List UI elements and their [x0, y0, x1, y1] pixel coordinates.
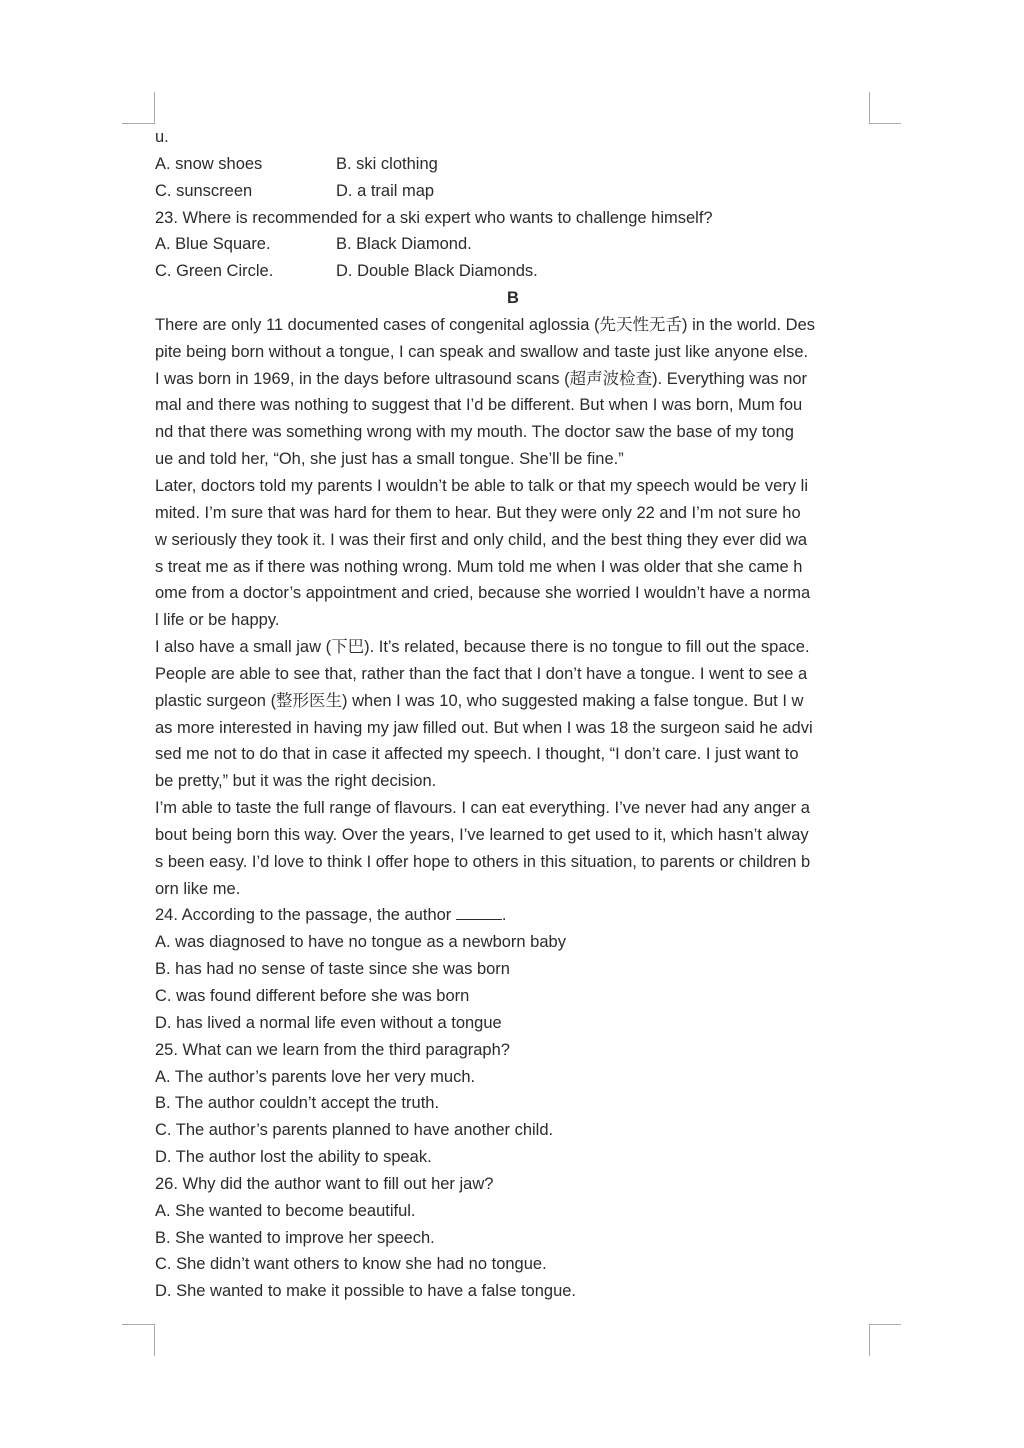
q26-option-b: B. She wanted to improve her speech. [155, 1228, 435, 1247]
passage-line: plastic surgeon (整形医生) when I was 10, who suggested making a false tongue. But I w [155, 691, 804, 710]
q23-option-c: C. Green Circle. [155, 262, 274, 281]
q25-option-a: A. The author’s parents love her very much. [155, 1067, 476, 1086]
q22-option-d: D. a trail map [336, 181, 435, 200]
q23-options-row-2 [155, 258, 871, 285]
corner-mark-bottom-left [122, 1324, 154, 1325]
q24-option-b: B. has had no sense of taste since she was born [155, 960, 510, 979]
corner-mark-bottom-right [869, 1324, 901, 1325]
passage-line: I’m able to taste the full range of flavours. I can eat everything. I’ve never had any anger a [155, 799, 810, 818]
q22-options-row-2 [155, 178, 871, 205]
q26-option-a: A. She wanted to become beautiful. [155, 1201, 416, 1220]
q24-question [155, 902, 871, 929]
passage-line: s been easy. I’d love to think I offer hope to others in this situation, to parents or children b [155, 852, 811, 871]
passage-line: I was born in 1969, in the days before ultrasound scans (超声波检查). Everything was nor [155, 369, 808, 388]
passage-line: There are only 11 documented cases of congenital aglossia (先天性无舌) in the world. Des [155, 315, 816, 334]
q24-option-a: A. was diagnosed to have no tongue as a newborn baby [155, 933, 566, 952]
passage-line: bout being born this way. Over the years, I’ve learned to get used to it, which hasn’t alway [155, 825, 809, 844]
q22-option-c: C. sunscreen [155, 181, 253, 200]
q24-option-c: C. was found different before she was born [155, 987, 470, 1005]
answer-blank [456, 904, 502, 920]
q22-option-a: A. snow shoes [155, 154, 263, 173]
q23-option-a: A. Blue Square. [155, 235, 271, 254]
corner-mark-top-right [869, 92, 870, 124]
q23-option-b: B. Black Diamond. [336, 235, 472, 254]
corner-mark-top-left [122, 123, 154, 124]
passage-line: pite being born without a tongue, I can speak and swallow and taste just like anyone else. [155, 342, 809, 361]
q25-option-c: C. The author’s parents planned to have another child. [155, 1121, 554, 1140]
q24-question-end: . [501, 906, 507, 925]
passage-line: w seriously they took it. I was their first and only child, and the best thing they ever did wa [155, 530, 808, 549]
q23-options-row-1 [155, 231, 871, 258]
page-content [155, 124, 871, 1305]
passage-line: I also have a small jaw (下巴). It’s related, because there is no tongue to fill out the space. [155, 638, 810, 657]
corner-mark-bottom-left [154, 1324, 155, 1356]
passage-line: ue and told her, “Oh, she just has a small tongue. She’ll be fine.” [155, 450, 624, 469]
passage-line: s treat me as if there was nothing wrong. Mum told me when I was older that she came h [155, 557, 803, 576]
q25-option-d: D. The author lost the ability to speak. [155, 1148, 432, 1167]
passage-line: orn like me. [155, 879, 241, 898]
q24-question-text: 24. According to the passage, the author [155, 906, 452, 925]
section-title: B [507, 289, 519, 308]
passage-line: as more interested in having my jaw filled out. But when I was 18 the surgeon said he advi [155, 718, 813, 737]
passage [155, 312, 871, 903]
passage-line: l life or be happy. [155, 611, 280, 630]
corner-mark-top-left [154, 92, 155, 124]
passage-line: sed me not to do that in case it affected my speech. I thought, “I don’t care. I just want to [155, 745, 799, 764]
q26-option-d: D. She wanted to make it possible to have a false tongue. [155, 1282, 577, 1301]
passage-line: mal and there was nothing to suggest that I’d be different. But when I was born, Mum fou [155, 396, 803, 415]
q23-question: 23. Where is recommended for a ski expert who wants to challenge himself? [155, 208, 713, 227]
q22-option-b: B. ski clothing [336, 154, 438, 173]
q22-options-row-1 [155, 151, 871, 178]
passage-line: be pretty,” but it was the right decision. [155, 772, 437, 791]
passage-line: nd that there was something wrong with my mouth. The doctor saw the base of my tong [155, 423, 794, 442]
top-fragment: u. [155, 128, 169, 146]
q24-option-d: D. has lived a normal life even without a tongue [155, 1013, 502, 1032]
q23-option-d: D. Double Black Diamonds. [336, 262, 538, 281]
passage-line: People are able to see that, rather than the fact that I don’t have a tongue. I went to see a [155, 664, 808, 683]
passage-line: mited. I’m sure that was hard for them to hear. But they were only 22 and I’m not sure ho [155, 503, 801, 522]
corner-mark-top-right [869, 123, 901, 124]
passage-line: Later, doctors told my parents I wouldn’t be able to talk or that my speech would be very li [155, 476, 809, 495]
q26-option-c: C. She didn’t want others to know she had no tongue. [155, 1255, 547, 1274]
passage-line: ome from a doctor’s appointment and cried, because she worried I wouldn’t have a norma [155, 584, 811, 603]
corner-mark-bottom-right [869, 1324, 870, 1356]
q26-question: 26. Why did the author want to fill out her jaw? [155, 1174, 494, 1193]
q25-question: 25. What can we learn from the third paragraph? [155, 1040, 510, 1059]
q25-option-b: B. The author couldn’t accept the truth. [155, 1094, 440, 1113]
